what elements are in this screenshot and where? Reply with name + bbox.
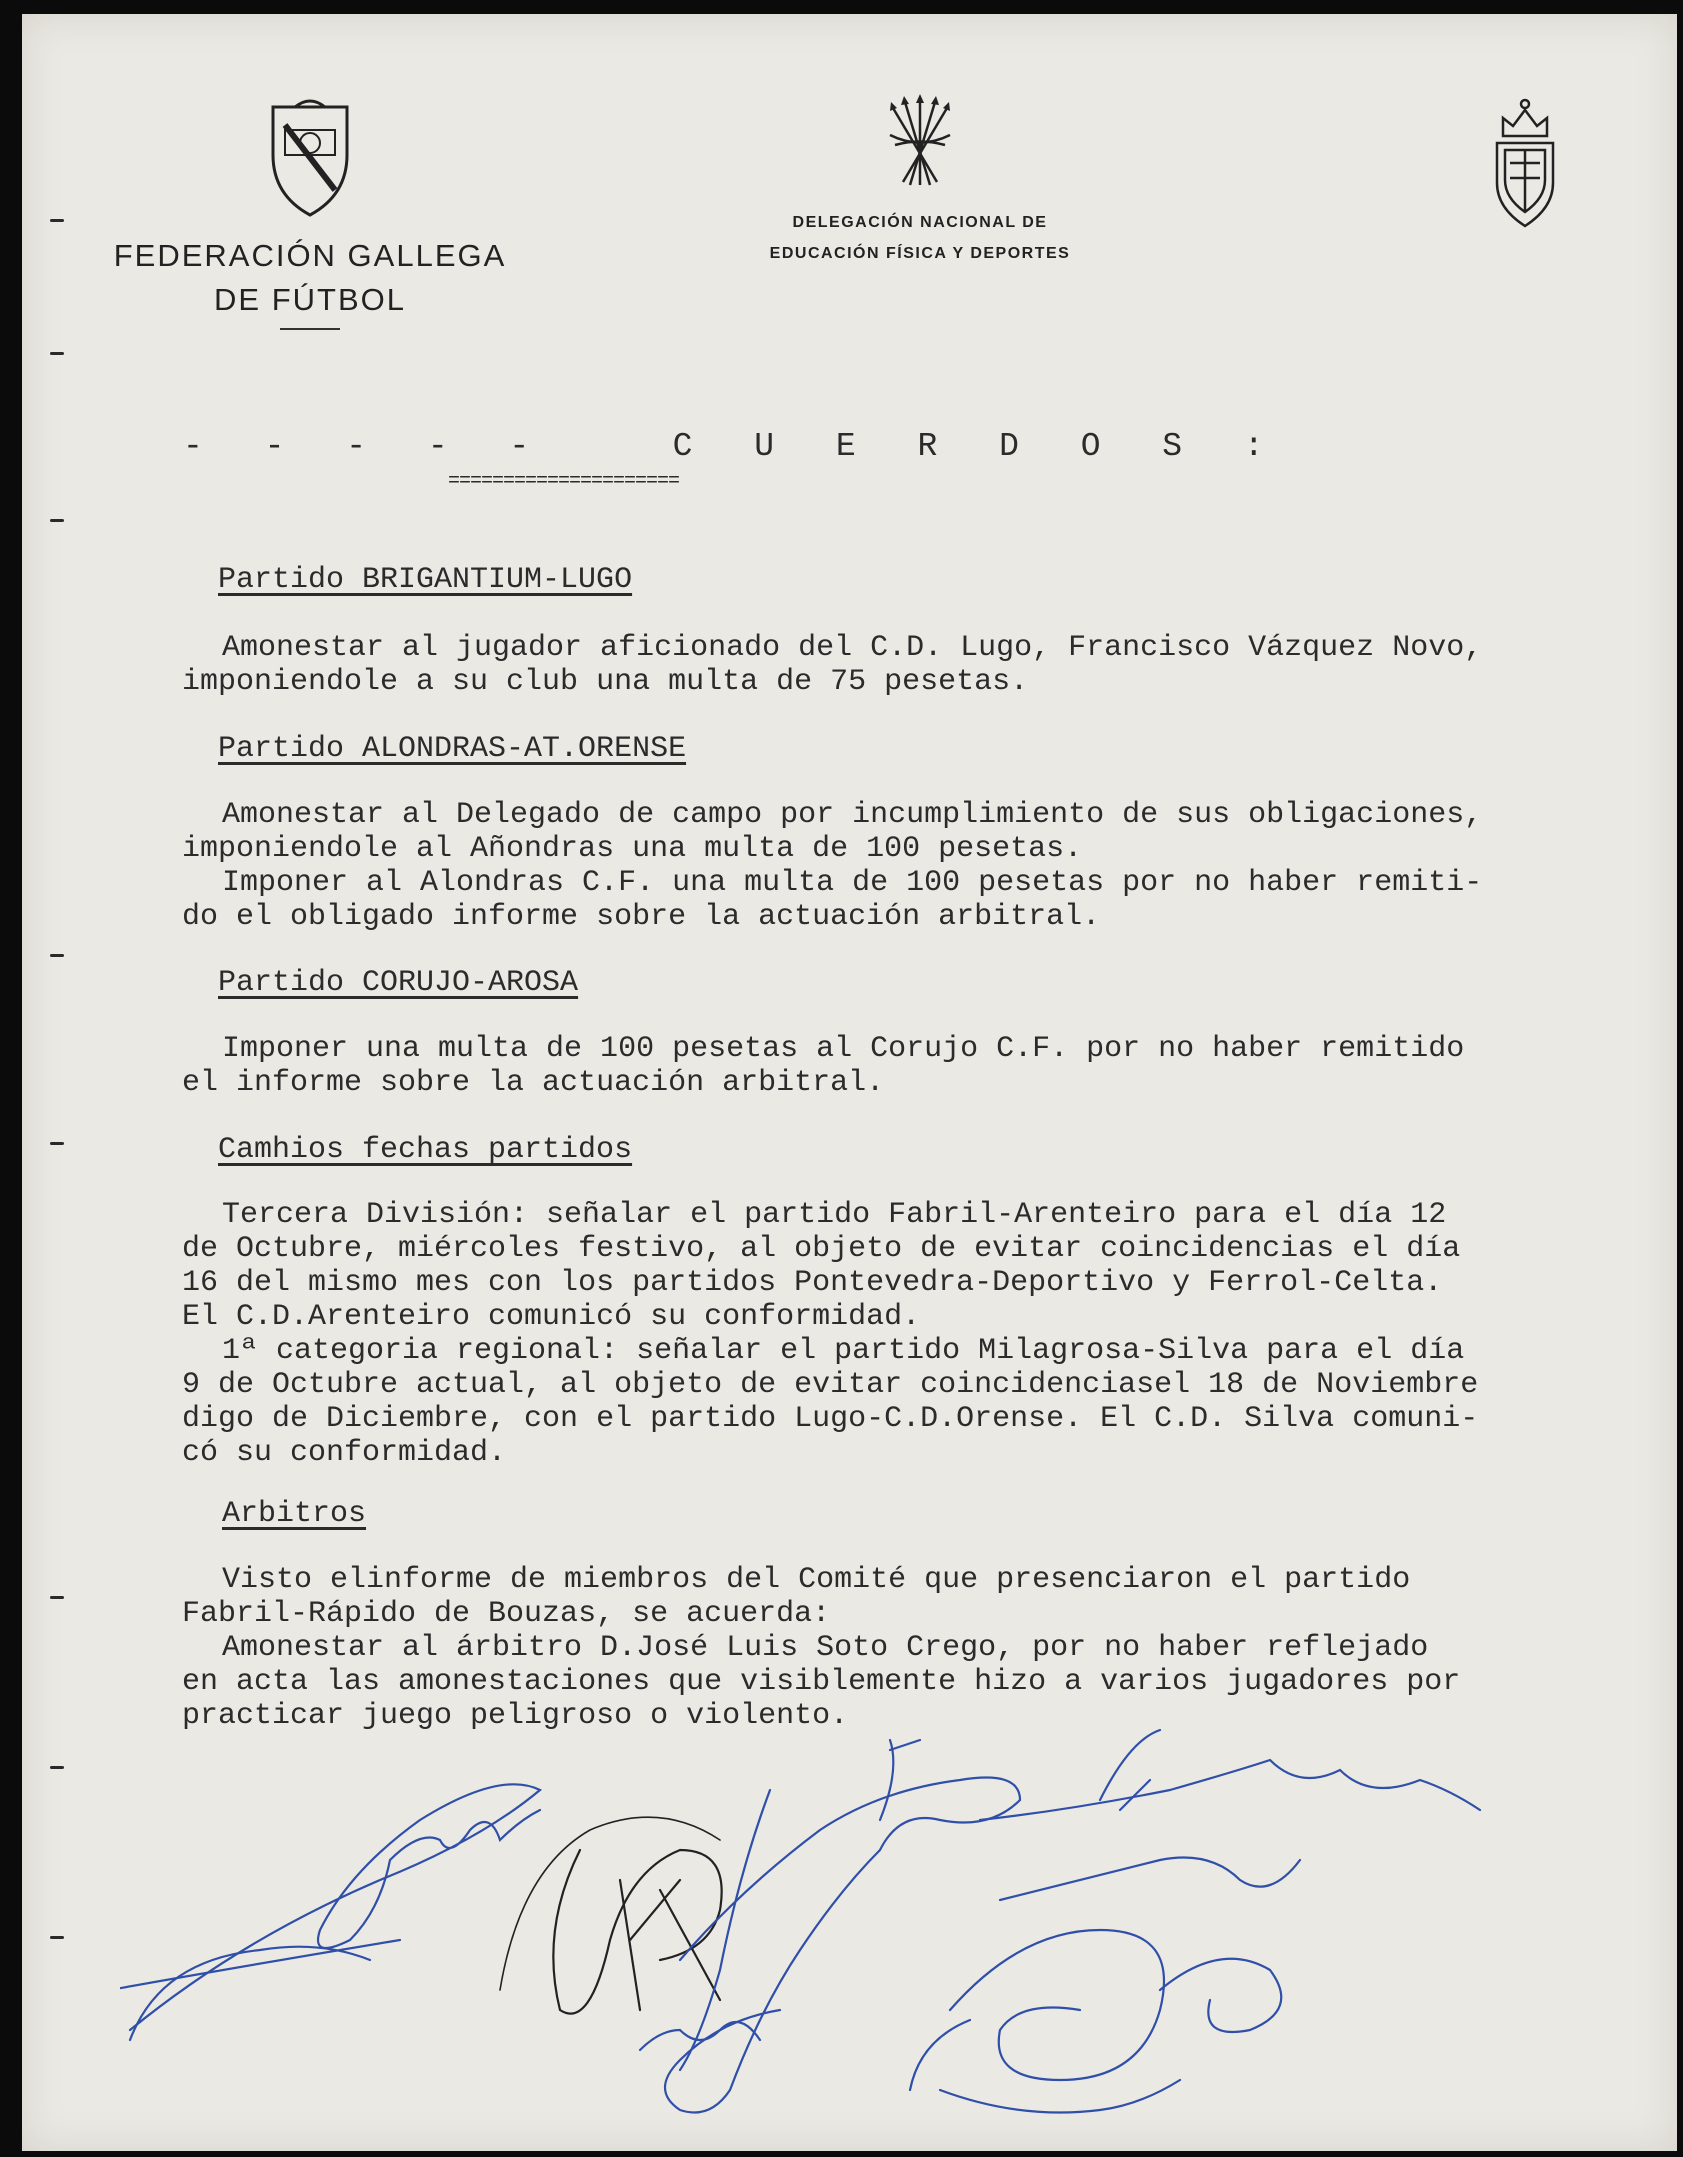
paragraph-line: Imponer al Alondras C.F. una multa de 100 pesetas por no haber remiti- xyxy=(222,866,1483,900)
delegation-line2: EDUCACIÓN FÍSICA Y DEPORTES xyxy=(769,245,1071,262)
signature-stroke xyxy=(1160,1959,1281,2032)
punch-hole xyxy=(50,519,64,522)
paragraph-line: imponiendole al Añondras una multa de 100 pesetas. xyxy=(182,832,1083,866)
signature-stroke xyxy=(1000,1858,1300,1901)
signature-stroke xyxy=(665,1778,1020,2113)
signature-stroke xyxy=(880,1740,920,1820)
paragraph-line: Fabril-Rápido de Bouzas, se acuerda: xyxy=(182,1597,831,1631)
punch-hole xyxy=(50,1766,64,1769)
paragraph-line: Tercera División: señalar el partido Fabril-Arenteiro para el día 12 xyxy=(222,1198,1447,1232)
section-title: Partido ALONDRAS-AT.ORENSE xyxy=(218,732,687,766)
punch-hole xyxy=(50,219,64,222)
punch-hole xyxy=(50,1936,64,1939)
section-title: Camhios fechas partidos xyxy=(218,1133,633,1167)
signature-stroke xyxy=(120,1940,400,1990)
punch-hole xyxy=(50,1142,64,1145)
paragraph-line: en acta las amonestaciones que visiblemente hizo a varios jugadores por xyxy=(182,1665,1461,1699)
paragraph-line: có su conformidad. xyxy=(182,1436,507,1470)
paragraph-line: de Octubre, miércoles festivo, al objeto de evitar coincidencias el día xyxy=(182,1232,1461,1266)
paragraph-line: Amonestar al Delegado de campo por incumplimiento de sus obligaciones, xyxy=(222,798,1483,832)
paragraph-line: Amonestar al árbitro D.José Luis Soto Crego, por no haber reflejado xyxy=(222,1631,1429,1665)
section-title: Partido BRIGANTIUM-LUGO xyxy=(218,563,633,597)
heading-rule: ===================== xyxy=(448,470,680,493)
document-body xyxy=(160,0,1660,1733)
punch-hole xyxy=(50,352,64,355)
signature-stroke xyxy=(940,2080,1180,2113)
signatures xyxy=(120,1710,1540,2140)
heading-text: C U E R D O S : xyxy=(672,428,1285,465)
punch-hole xyxy=(50,954,64,957)
signature-stroke xyxy=(130,1947,370,2040)
federation-name-line1: FEDERACIÓN GALLEGA xyxy=(113,238,507,273)
section-title: Arbitros xyxy=(222,1497,367,1531)
punch-hole xyxy=(50,1596,64,1599)
paragraph-line: Visto elinforme de miembros del Comité que presenciaron el partido xyxy=(222,1563,1411,1597)
heading-dashes: - - - - - xyxy=(183,428,551,465)
paragraph-line: 9 de Octubre actual, al objeto de evitar coincidenciasel 18 de Noviembre xyxy=(182,1368,1479,1402)
delegation-line1: DELEGACIÓN NACIONAL DE xyxy=(792,214,1048,231)
paragraph-line: do el obligado informe sobre la actuación arbitral. xyxy=(182,900,1101,934)
paragraph-line: imponiendole a su club una multa de 75 pesetas. xyxy=(182,665,1029,699)
federation-name-line2: DE FÚTBOL xyxy=(214,282,406,317)
paragraph-line: digo de Diciembre, con el partido Lugo-C.D.Orense. El C.D. Silva comuni- xyxy=(182,1402,1479,1436)
paragraph-line: Amonestar al jugador aficionado del C.D. Lugo, Francisco Vázquez Novo, xyxy=(222,631,1483,665)
signature-stroke xyxy=(980,1760,1480,1820)
signature-stroke xyxy=(500,1817,720,1990)
paragraph-line: 16 del mismo mes con los partidos Pontevedra-Deportivo y Ferrol-Celta. xyxy=(182,1266,1443,1300)
signature-stroke xyxy=(950,1930,1164,2080)
paragraph-line: El C.D.Arenteiro comunicó su conformidad. xyxy=(182,1300,921,1334)
paragraph-line: 1ª categoria regional: señalar el partido Milagrosa-Silva para el día xyxy=(222,1334,1465,1368)
section-title: Partido CORUJO-AROSA xyxy=(218,966,579,1000)
paragraph-line: practicar juego peligroso o violento. xyxy=(182,1699,849,1733)
signature-stroke xyxy=(130,1784,540,2030)
signature-stroke xyxy=(620,1880,720,2010)
signature-stroke xyxy=(910,2020,970,2090)
paragraph-line: el informe sobre la actuación arbitral. xyxy=(182,1066,885,1100)
paragraph-line: Imponer una multa de 100 pesetas al Corujo C.F. por no haber remitido xyxy=(222,1032,1465,1066)
signature-stroke xyxy=(640,2022,760,2050)
